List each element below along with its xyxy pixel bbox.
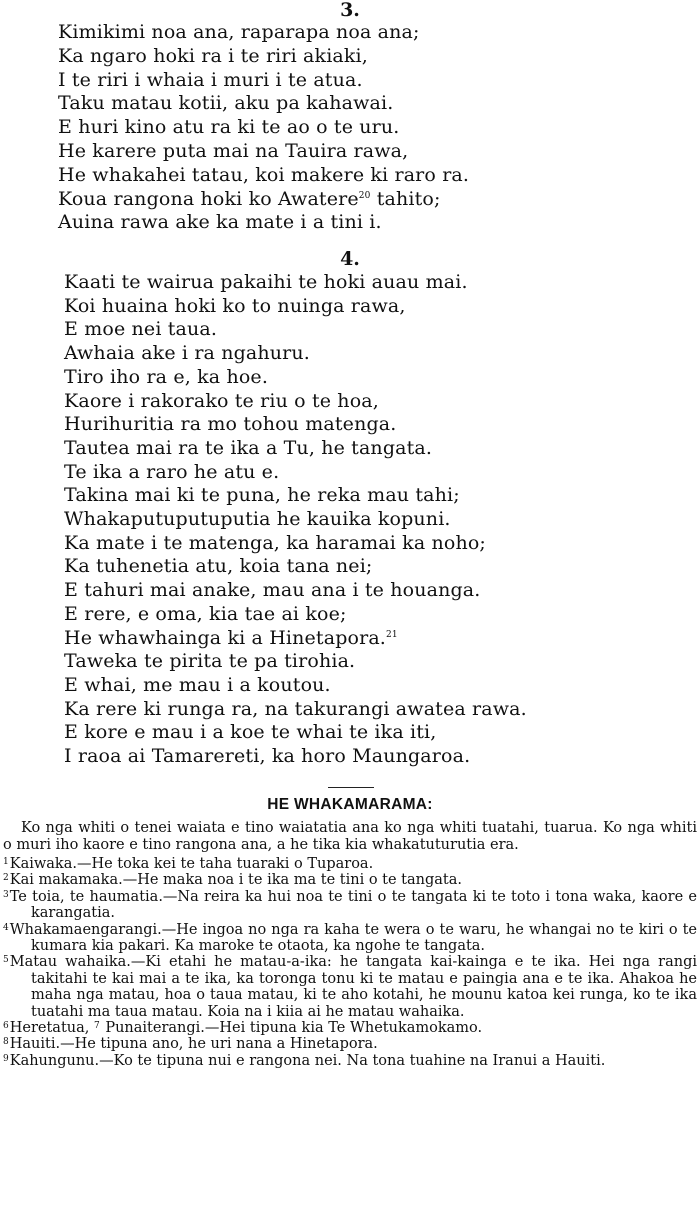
footnote-marker: 20	[358, 190, 371, 201]
footnote-text: Kaiwaka.—He toka kei te taha tuaraki o Tuparoa.	[9, 856, 374, 872]
verse-line	[64, 627, 694, 651]
footnote-number: 9	[3, 1053, 9, 1064]
verse-line: Hurihuritia ra mo tohou matenga.	[64, 413, 397, 436]
verse-3-number: 3.	[340, 0, 360, 21]
verse-line: I te riri i whaia i muri i te atua.	[58, 68, 363, 91]
verse-line: Kimikimi noa ana, raparapa noa ana;	[58, 21, 420, 43]
footnote-number: 1	[3, 857, 9, 867]
footnote-number: 2	[3, 873, 9, 884]
verse-line: E whai, me mau i a koutou.	[64, 673, 331, 696]
footnote-number: 5	[3, 955, 9, 966]
section-divider	[328, 787, 374, 788]
footnote-number: 3	[3, 889, 9, 900]
verse-line: Tautea mai ra te ika a Tu, he tangata.	[64, 436, 433, 459]
footnote-marker: 21	[386, 629, 398, 640]
footnote-text: Te toia, te haumatia.—Na reira ka hui noa te tini o te tangata ki te toto i tona waka, kaore e karangatia.	[9, 888, 697, 922]
verse-line: Awhaia ake i ra ngahuru.	[64, 342, 310, 365]
footnote-text: Matau wahaika.—Ki etahi he matau-a-ika: he tangata kai-kainga e te ika. Hei nga rangi takitahi te kai mai a te ika, ka toronga tonu ki te matau e paingia ana e te ika. Ahakoa he maha nga matau, hoa o taua matau, ki te aho kotahi, he mounu katoa kei runga, ko te ika tuatahi ma taua matau. Koia na i kiia ai he matau wahaika.	[9, 954, 697, 1020]
footnote-text: Heretatua,	[9, 1020, 94, 1037]
verse-line: Kaati te wairua pakaihi te hoki auau mai.	[64, 271, 468, 293]
footnote	[3, 856, 697, 872]
footnote	[3, 1053, 697, 1069]
verse-line: Tiro iho ra e, ka hoe.	[64, 365, 269, 388]
verse-line: Auina rawa ake ka mate i a tini i.	[58, 211, 382, 234]
footnote-number: 6	[3, 1021, 9, 1032]
footnote-number: 4	[3, 922, 9, 933]
verse-line: E huri kino atu ra ki te ao o te uru.	[58, 116, 400, 139]
notes-intro: Ko nga whiti o tenei waiata e tino waiatatia ana ko nga whiti tuatahi, tuarua. Ko nga whiti o muri iho kaore e tino rangona ana, a he tika kia whakatuturutia era.	[3, 820, 697, 853]
verse-line: He whakahei tatau, koi makere ki raro ra.	[58, 163, 470, 186]
verse-line-text: Koua rangona hoki ko Awatere	[58, 187, 359, 210]
verse-line	[58, 188, 688, 212]
verse-line: Ka tuhenetia atu, koia tana nei;	[64, 555, 373, 578]
footnote	[3, 922, 697, 955]
verse-line: He karere puta mai na Tauira rawa,	[58, 139, 409, 162]
verse-line: Koi huaina hoki ko to nuinga rawa,	[64, 294, 406, 317]
verse-line: Taweka te pirita te pa tirohia.	[64, 650, 356, 673]
footnote	[3, 954, 697, 1020]
verse-line-text: He whawhainga ki a Hinetapora.	[64, 626, 386, 649]
verse-line: E rere, e oma, kia tae ai koe;	[64, 602, 347, 625]
footnote-text: Whakamaengarangi.—He ingoa no nga ra kaha te wera o te waru, he whangai no te kiri o te kumara kia pakari. Ka maroke te otaota, ka ngohe te tangata.	[9, 921, 697, 955]
verse-line: Ka mate i te matenga, ka haramai ka noho;	[64, 531, 486, 554]
verse-line: Ka ngaro hoki ra i te riri akiaki,	[58, 44, 368, 67]
verse-line: I raoa ai Tamarereti, ka horo Maungaroa.	[64, 745, 471, 768]
footnote-text: Kai makamaka.—He maka noa i te ika ma te tini o te tangata.	[9, 872, 462, 889]
verse-4	[64, 271, 694, 769]
footnote-number: 7	[93, 1021, 100, 1032]
verse-line-text: tahito;	[370, 187, 441, 210]
footnote-text: Punaiterangi.—Hei tipuna kia Te Whetukamokamo.	[100, 1020, 483, 1037]
footnote	[3, 889, 697, 922]
verse-line: E tahuri mai anake, mau ana i te houanga.	[64, 579, 481, 602]
footnote-text: Kahungunu.—Ko te tipuna nui e rangona nei. Na tona tuahine na Iranui a Hauiti.	[9, 1052, 606, 1069]
footnote	[3, 872, 697, 888]
notes-heading: HE WHAKAMARAMA:	[267, 796, 433, 813]
notes-section	[3, 820, 697, 1069]
footnote	[3, 1036, 697, 1052]
verse-4-number: 4.	[340, 248, 360, 270]
verse-line: Whakaputuputuputia he kauika kopuni.	[64, 508, 451, 531]
footnote-text: Hauiti.—He tipuna ano, he uri nana a Hinetapora.	[9, 1036, 378, 1053]
verse-3	[58, 21, 688, 235]
footnote	[3, 1020, 697, 1036]
verse-line: Te ika a raro he atu e.	[64, 460, 280, 483]
verse-line: Takina mai ki te puna, he reka mau tahi;	[64, 484, 460, 507]
verse-line: E kore e mau i a koe te whai te ika iti,	[64, 721, 437, 744]
verse-line: Ka rere ki runga ra, na takurangi awatea rawa.	[64, 697, 527, 720]
footnote-number: 8	[3, 1037, 9, 1048]
verse-line: Kaore i rakorako te riu o te hoa,	[64, 389, 379, 412]
verse-line: E moe nei taua.	[64, 318, 218, 341]
verse-line: Taku matau kotii, aku pa kahawai.	[58, 92, 394, 115]
